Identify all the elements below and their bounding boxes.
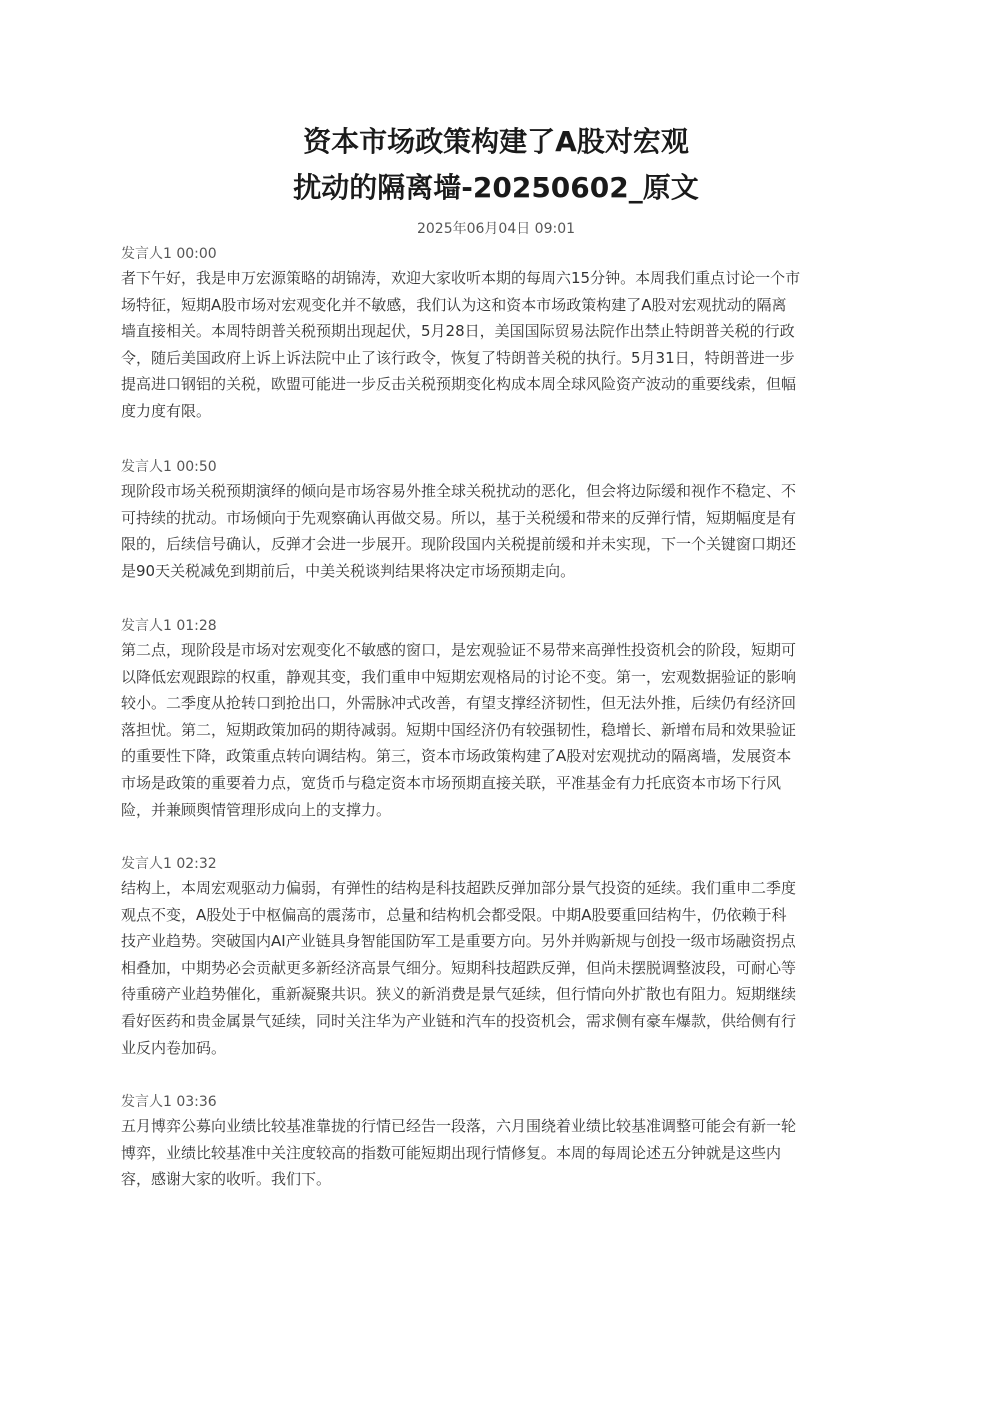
transcript-paragraph [121, 637, 871, 823]
paragraph-line: 容，感谢大家的收听。我们下。 [121, 1170, 332, 1189]
paragraph-line: 度力度有限。 [121, 401, 212, 420]
transcript-section [121, 458, 871, 584]
paragraph-line: 博弈，业绩比较基准中关注度较高的指数可能短期出现行情修复。本周的每周论述五分钟就是这些内 [121, 1143, 782, 1162]
speaker-timestamp: 发言人1 01:28 [121, 618, 217, 634]
paragraph-line: 是90天关税减免到期前后，中美关税谈判结果将决定市场预期走向。 [121, 561, 576, 580]
paragraph-line: 的重要性下降，政策重点转向调结构。第三，资本市场政策构建了A股对宏观扰动的隔离墙，发展资本 [121, 747, 792, 766]
speaker-timestamp: 发言人1 00:50 [121, 459, 217, 475]
paragraph-line: 现阶段市场关税预期演绎的倾向是市场容易外推全球关税扰动的恶化，但会将边际缓和视作不稳定、不 [121, 482, 797, 500]
paragraph-line: 较小。二季度从抢转口到抢出口，外需脉冲式改善，有望支撑经济韧性，但无法外推，后续仍有经济回 [121, 694, 797, 713]
transcript-section [121, 1093, 871, 1193]
transcript-paragraph [121, 478, 871, 584]
paragraph-line: 待重磅产业趋势催化，重新凝聚共识。狭义的新消费是景气延续，但行情向外扩散也有阻力。短期继续 [121, 985, 797, 1004]
speaker-timestamp: 发言人1 02:32 [121, 856, 217, 872]
document-datetime: 2025年06月04日 09:01 [416, 221, 576, 237]
document-title-line-1: 资本市场政策构建了A股对宏观 [303, 125, 689, 158]
paragraph-line: 看好医药和贵金属景气延续，同时关注华为产业链和汽车的投资机会，需求侧有豪车爆款，供给侧有行 [121, 1011, 797, 1030]
paragraph-line: 观点不变，A股处于中枢偏高的震荡市，总量和结构机会都受限。中期A股要重回结构牛，仍依赖于科 [121, 905, 787, 924]
paragraph-line: 业反内卷加码。 [121, 1038, 227, 1057]
paragraph-line: 者下午好，我是申万宏源策略的胡锦涛，欢迎大家收听本期的每周六15分钟。本周我们重点讨论一个市 [121, 269, 801, 287]
speaker-timestamp: 发言人1 00:00 [121, 246, 217, 262]
transcript-paragraph [121, 875, 871, 1061]
paragraph-line: 市场是政策的重要着力点，宽货币与稳定资本市场预期直接关联，平准基金有力托底资本市场下行风 [121, 773, 782, 792]
paragraph-line: 第二点，现阶段是市场对宏观变化不敏感的窗口，是宏观验证不易带来高弹性投资机会的阶段，短期可 [121, 641, 797, 659]
paragraph-line: 结构上，本周宏观驱动力偏弱，有弹性的结构是科技超跌反弹加部分景气投资的延续。我们重申二季度 [121, 879, 797, 897]
transcript-section [121, 245, 871, 425]
paragraph-line: 限的，后续信号确认，反弹才会进一步展开。现阶段国内关税提前缓和并未实现，下一个关键窗口期还 [121, 535, 797, 554]
document-title-line-2: 扰动的隔离墙-20250602_原文 [293, 171, 699, 204]
paragraph-line: 墙直接相关。本周特朗普关税预期出现起伏，5月28日，美国国际贸易法院作出禁止特朗普关税的行政 [121, 322, 795, 341]
speaker-timestamp: 发言人1 03:36 [121, 1094, 217, 1110]
paragraph-line: 险，并兼顾舆情管理形成向上的支撑力。 [121, 800, 392, 819]
transcript-paragraph [121, 1113, 871, 1193]
transcript-section [121, 855, 871, 1061]
paragraph-line: 令，随后美国政府上诉上诉法院中止了该行政令，恢复了特朗普关税的执行。5月31日，特朗普进一步 [121, 348, 795, 367]
paragraph-line: 技产业趋势。突破国内AI产业链具身智能国防军工是重要方向。另外并购新规与创投一级市场融资拐点 [121, 932, 796, 951]
paragraph-line: 场特征，短期A股市场对宏观变化并不敏感，我们认为这和资本市场政策构建了A股对宏观扰动的隔离 [121, 295, 787, 314]
paragraph-line: 五月博弈公募向业绩比较基准靠拢的行情已经告一段落，六月围绕着业绩比较基准调整可能会有新一轮 [121, 1117, 797, 1135]
paragraph-line: 可持续的扰动。市场倾向于先观察确认再做交易。所以，基于关税缓和带来的反弹行情，短期幅度是有 [121, 508, 797, 527]
transcript-paragraph [121, 265, 871, 425]
paragraph-line: 落担忧。第二，短期政策加码的期待减弱。短期中国经济仍有较强韧性，稳增长、新增布局和效果验证 [121, 720, 797, 739]
transcript-section [121, 617, 871, 823]
paragraph-line: 提高进口钢铝的关税，欧盟可能进一步反击关税预期变化构成本周全球风险资产波动的重要线索，但幅 [121, 375, 797, 394]
paragraph-line: 以降低宏观跟踪的权重，静观其变，我们重申中短期宏观格局的讨论不变。第一，宏观数据验证的影响 [121, 667, 797, 686]
paragraph-line: 相叠加，中期势必会贡献更多新经济高景气细分。短期科技超跌反弹，但尚未摆脱调整波段，可耐心等 [121, 958, 797, 977]
